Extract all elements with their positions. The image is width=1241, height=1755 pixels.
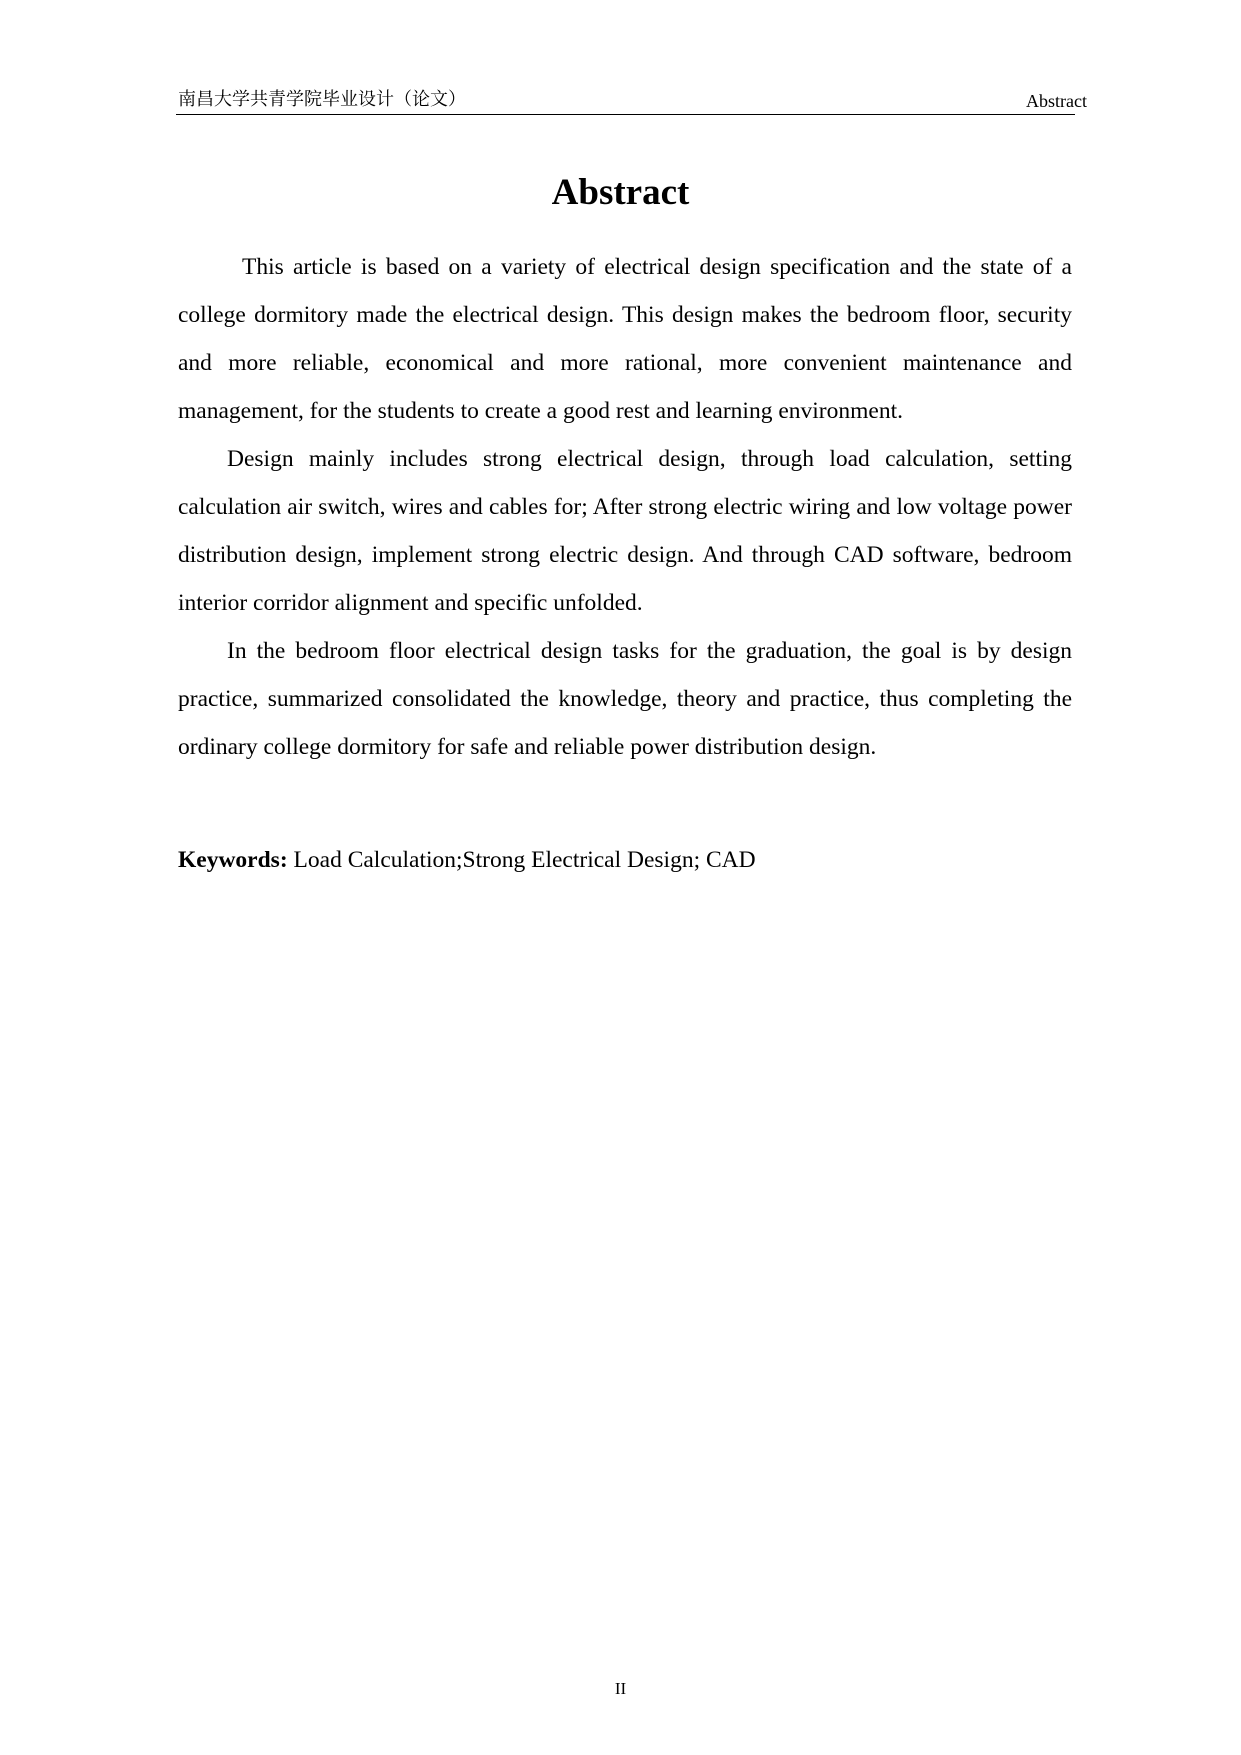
keywords-value: Load Calculation;Strong Electrical Design; CAD — [287, 847, 756, 873]
page-number: II — [614, 1679, 627, 1698]
abstract-paragraph-1: This article is based on a variety of electrical design specification and the state of a college dormitory made the electrical design. This design makes the bedroom floor, security and more reliable, economical and more rational, more convenient maintenance and management, for the students to create a good rest and learning environment. — [178, 254, 1072, 424]
abstract-body — [178, 243, 1072, 771]
header-section-name: Abstract — [1026, 91, 1087, 111]
page-header — [176, 88, 1087, 115]
abstract-paragraph-3: In the bedroom floor electrical design tasks for the graduation, the goal is by design practice, summarized consolidated the knowledge, theory and practice, thus completing the ordinary college dormitory for safe and reliable power distribution design. — [178, 638, 1072, 760]
keywords-line — [178, 836, 1072, 884]
abstract-paragraph-2: Design mainly includes strong electrical design, through load calculation, setting calculation air switch, wires and cables for; After strong electric wiring and low voltage power distribution design, implement strong electric design. And through CAD software, bedroom interior corridor alignment and specific unfolded. — [178, 446, 1072, 616]
page-title: Abstract — [551, 172, 690, 213]
header-thesis-title: 南昌大学共青学院毕业设计（论文） — [178, 89, 466, 110]
keywords-label: Keywords: — [178, 847, 288, 873]
